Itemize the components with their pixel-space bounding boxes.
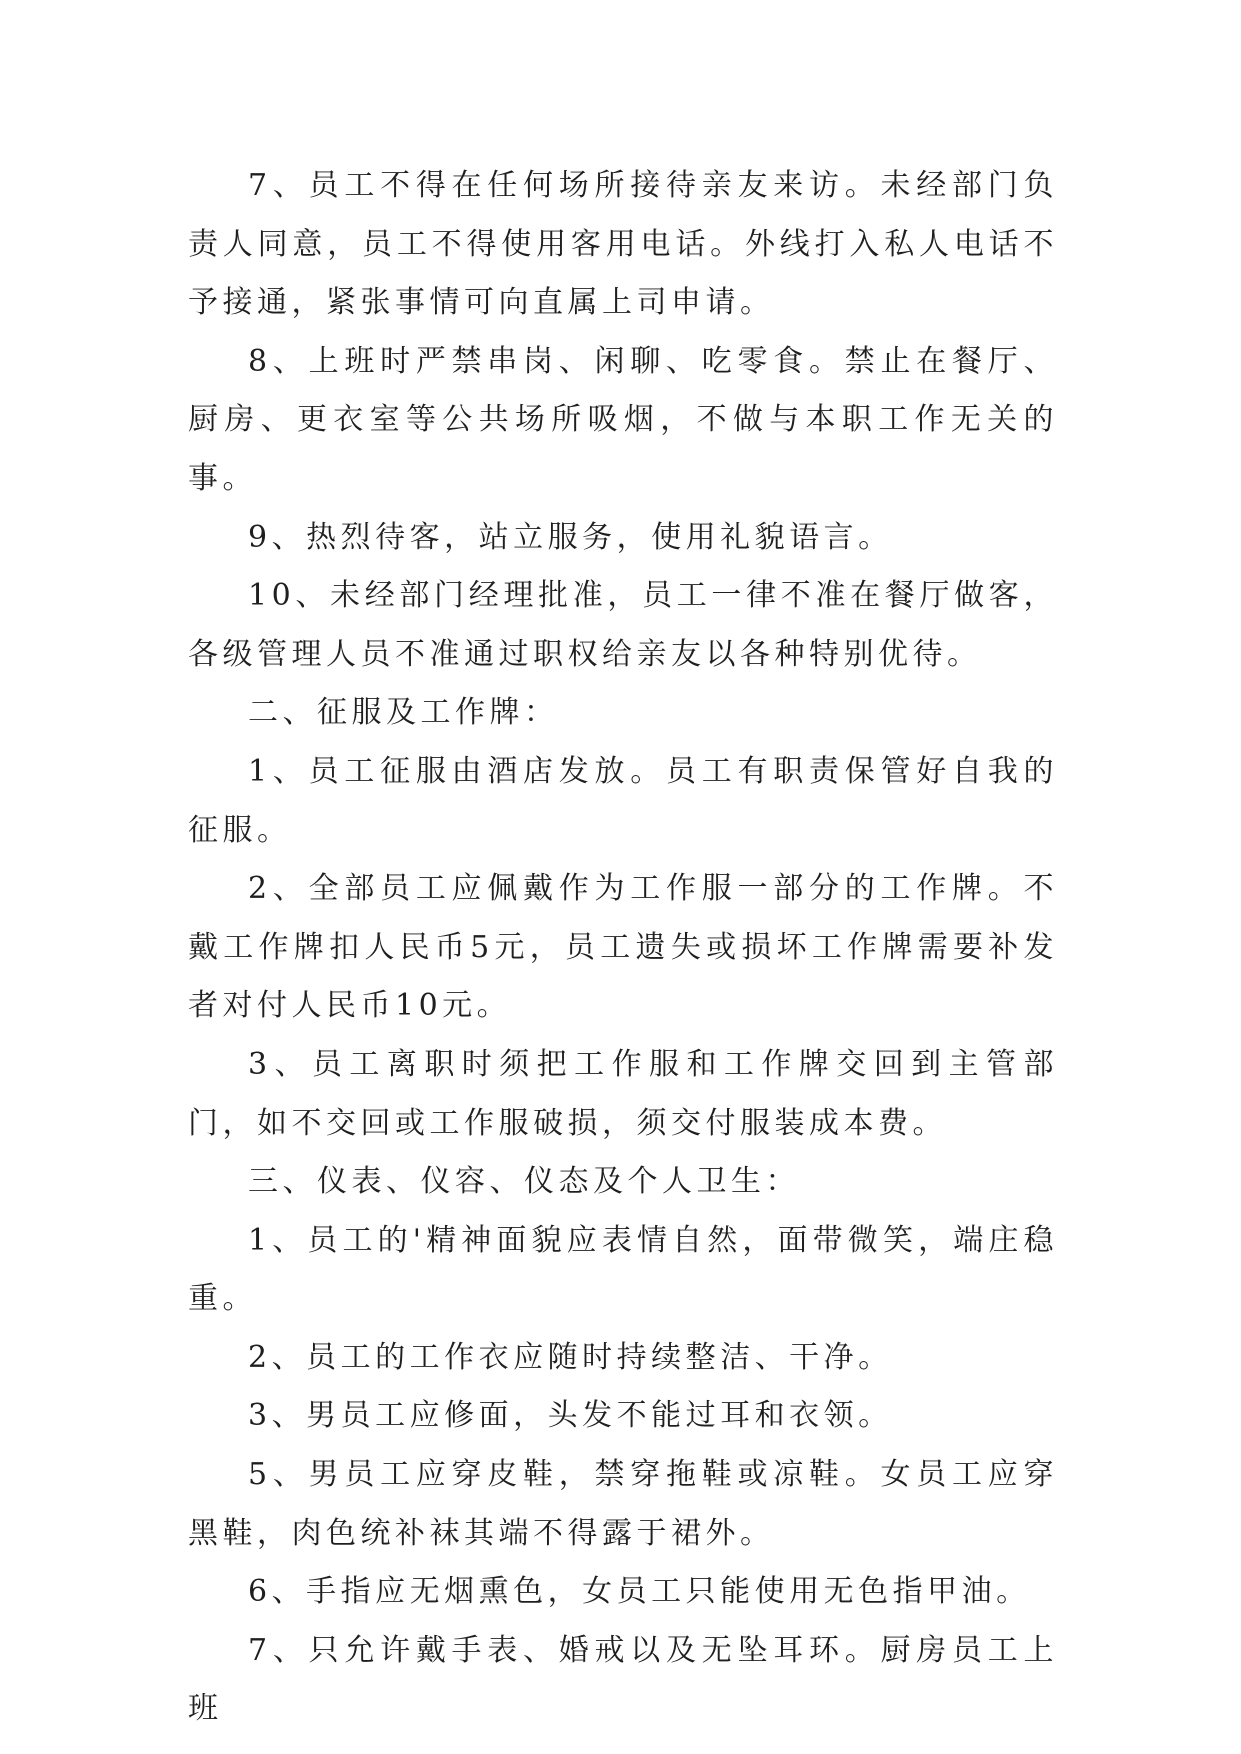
paragraph-rule-8-conduct: 8、上班时严禁串岗、闲聊、吃零食。禁止在餐厅、厨房、更衣室等公共场所吸烟，不做与本职工作无关的事。 (188, 343, 1058, 496)
paragraph-uniform-2: 2、全部员工应佩戴作为工作服一部分的工作牌。不戴工作牌扣人民币5元，员工遗失或损坏工作牌需要补发者对付人民币10元。 (188, 871, 1058, 1024)
paragraph-appearance-6: 6、手指应无烟熏色，女员工只能使用无色指甲油。 (248, 1574, 1031, 1610)
paragraph-appearance-3: 3、男员工应修面，头发不能过耳和衣领。 (248, 1398, 893, 1434)
paragraph-appearance-1: 1、员工的'精神面貌应表情自然，面带微笑，端庄稳重。 (188, 1222, 1058, 1317)
paragraph-appearance-2: 2、员工的工作衣应随时持续整洁、干净。 (248, 1339, 893, 1375)
section-heading-uniform: 二、征服及工作牌： (248, 695, 559, 731)
section-heading-appearance: 三、仪表、仪容、仪态及个人卫生： (248, 1164, 800, 1200)
paragraph-uniform-3: 3、员工离职时须把工作服和工作牌交回到主管部门，如不交回或工作服破损，须交付服装成本费。 (188, 1046, 1058, 1141)
document-body (188, 157, 1058, 1739)
paragraph-appearance-5: 5、男员工应穿皮鞋，禁穿拖鞋或凉鞋。女员工应穿黑鞋，肉色统补袜其端不得露于裙外。 (188, 1457, 1058, 1551)
paragraph-appearance-7: 7、只允许戴手表、婚戒以及无坠耳环。厨房员工上班 (188, 1632, 1058, 1727)
paragraph-uniform-1: 1、员工征服由酒店发放。员工有职责保管好自我的征服。 (188, 753, 1058, 848)
paragraph-rule-10-dining: 10、未经部门经理批准，员工一律不准在餐厅做客，各级管理人员不准通过职权给亲友以各种特别优待。 (188, 578, 1058, 672)
paragraph-rule-7-visitors: 7、员工不得在任何场所接待亲友来访。未经部门负责人同意，员工不得使用客用电话。外线打入私人电话不予接通，紧张事情可向直属上司申请。 (188, 168, 1058, 321)
paragraph-rule-9-service: 9、热烈待客，站立服务，使用礼貌语言。 (248, 519, 893, 555)
